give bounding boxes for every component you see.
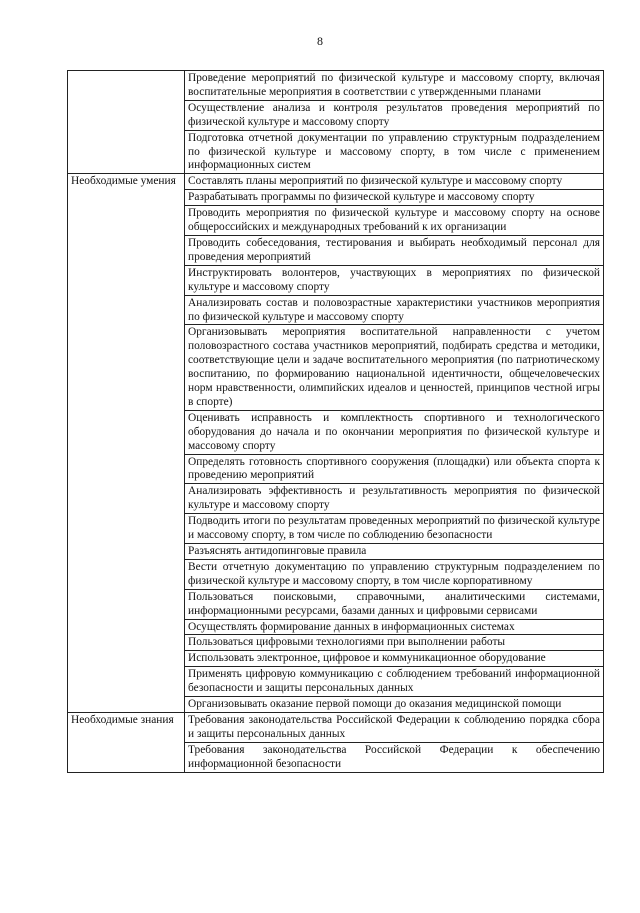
- requirement-item: Осуществлять формирование данных в информационных системах: [185, 619, 604, 635]
- requirement-item: Проводить мероприятия по физической культуре и массовому спорту на основе общероссийских и международных требований к их организации: [185, 206, 604, 236]
- requirement-item: Организовывать оказание первой помощи до оказания медицинской помощи: [185, 697, 604, 713]
- table-row: [68, 71, 604, 101]
- requirement-item: Использовать электронное, цифровое и коммуникационное оборудование: [185, 651, 604, 667]
- section-label: Необходимые знания: [68, 712, 185, 772]
- table-body: [68, 71, 604, 773]
- requirement-item: Проводить собеседования, тестирования и выбирать необходимый персонал для проведения мероприятий: [185, 235, 604, 265]
- requirement-item: Определять готовность спортивного сооружения (площадки) или объекта спорта к проведению мероприятий: [185, 454, 604, 484]
- requirement-item: Требования законодательства Российской Федерации к соблюдению порядка сбора и защиты персональных данных: [185, 712, 604, 742]
- requirement-item: Разрабатывать программы по физической культуре и массовому спорту: [185, 190, 604, 206]
- requirement-item: Проведение мероприятий по физической культуре и массовому спорту, включая воспитательные мероприятия в соответствии с утвержденными планами: [185, 71, 604, 101]
- requirement-item: Анализировать состав и половозрастные характеристики участников мероприятия по физической культуре и массовому спорту: [185, 295, 604, 325]
- competency-table: [67, 70, 604, 773]
- section-label: Необходимые умения: [68, 174, 185, 713]
- table-row: [68, 712, 604, 742]
- requirement-item: Вести отчетную документацию по управлению структурным подразделением по физической культуре и массовому спорту, в том числе корпоративному: [185, 559, 604, 589]
- requirement-item: Оценивать исправность и комплектность спортивного и технологического оборудования до начала и по окончании мероприятия по физической культуре и массовому спорту: [185, 410, 604, 454]
- section-label: [68, 71, 185, 174]
- requirement-item: Подготовка отчетной документации по управлению структурным подразделением по физической культуре и массовому спорту, в том числе с применением информационных систем: [185, 130, 604, 174]
- page-number: 8: [317, 34, 323, 48]
- table-row: [68, 174, 604, 190]
- requirement-item: Требования законодательства Российской Федерации к обеспечению информационной безопасности: [185, 742, 604, 772]
- requirement-item: Пользоваться поисковыми, справочными, аналитическими системами, информационными ресурсами, базами данных и цифровыми сервисами: [185, 589, 604, 619]
- requirement-item: Пользоваться цифровыми технологиями при выполнении работы: [185, 635, 604, 651]
- requirement-item: Инструктировать волонтеров, участвующих в мероприятиях по физической культуре и массовому спорту: [185, 265, 604, 295]
- requirement-item: Анализировать эффективность и результативность мероприятия по физической культуре и массовому спорту: [185, 484, 604, 514]
- requirement-item: Разъяснять антидопинговые правила: [185, 544, 604, 560]
- requirement-item: Применять цифровую коммуникацию с соблюдением требований информационной безопасности и защиты персональных данных: [185, 667, 604, 697]
- requirement-item: Подводить итоги по результатам проведенных мероприятий по физической культуре и массовому спорту, в том числе по соблюдению безопасности: [185, 514, 604, 544]
- requirement-item: Осуществление анализа и контроля результатов проведения мероприятий по физической культуре и массовому спорту: [185, 100, 604, 130]
- requirement-item: Составлять планы мероприятий по физической культуре и массовому спорту: [185, 174, 604, 190]
- requirement-item: Организовывать мероприятия воспитательной направленности с учетом половозрастного состава участников мероприятий, подбирать средства и методики, соответствующие цели и задаче воспитательного мероприятия (по патриотическому воспитанию, по формированию национальной идентичности, общечеловеческих норм нравственности, олимпийских идеалов и ценностей, принципов честной игры в спорте): [185, 325, 604, 410]
